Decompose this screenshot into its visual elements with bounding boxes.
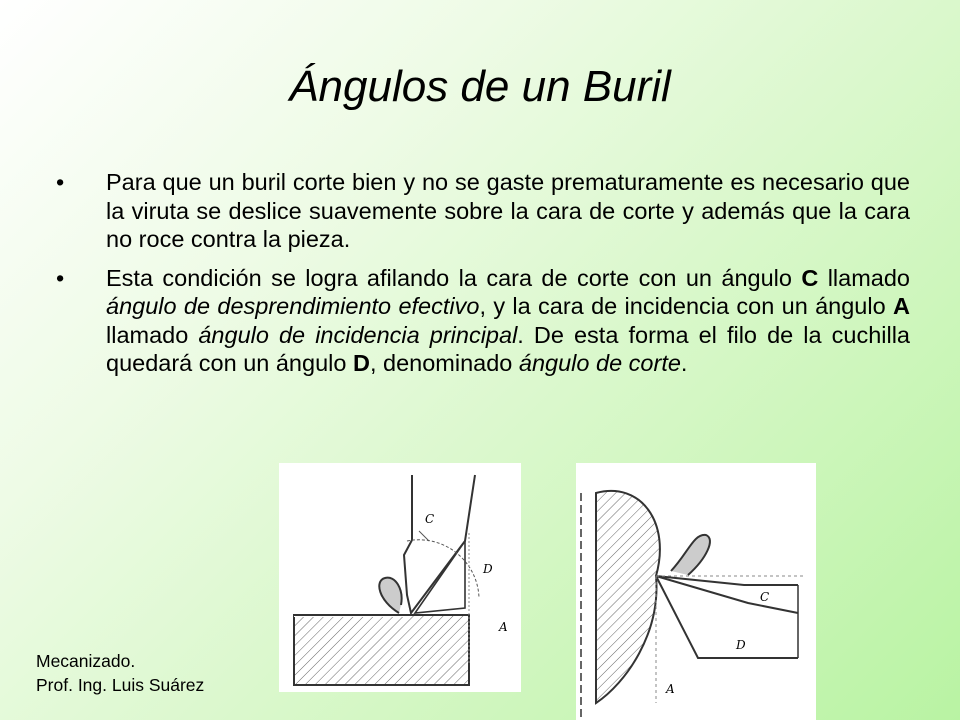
angle-letter-d: D	[352, 350, 370, 376]
angle-letter-c: C	[801, 264, 819, 291]
angle-label-d: D	[483, 562, 493, 576]
angle-label-c: C	[425, 512, 435, 526]
bullet-text-part: llamado	[818, 264, 910, 291]
slide-title: Ángulos de un Buril	[289, 62, 671, 111]
bullet-list	[56, 168, 910, 388]
bullet-text-part: .	[680, 350, 688, 376]
term-incidencia: ángulo de incidencia principal	[198, 321, 518, 348]
footer-author: Prof. Ing. Luis Suárez	[36, 675, 205, 695]
angle-label-a: A	[666, 682, 675, 696]
term-desprendimiento: ángulo de desprendimiento efectivo	[106, 293, 480, 319]
tool-diagram-left	[279, 463, 521, 692]
footer	[36, 649, 204, 697]
bullet-dot: •	[56, 264, 65, 291]
bullet-dot: •	[56, 169, 65, 195]
footer-course: Mecanizado.	[36, 651, 136, 671]
tool-diagram-right	[576, 463, 816, 720]
angle-label-d: D	[736, 638, 746, 652]
figure-tool-planing	[279, 463, 521, 692]
angle-letter-a: A	[893, 293, 910, 319]
bullet-text: Para que un buril corte bien y no se gaste prematuramente es necesario que la viruta se deslice suavemente sobre la cara de corte y además que la cara no roce contra la pieza.	[106, 169, 910, 252]
bullet-text-part: . De esta forma el filo de la cuchilla quedará con un ángulo	[106, 321, 910, 376]
angle-label-a: A	[499, 620, 508, 634]
bullet-item	[56, 264, 910, 378]
figure-tool-lathe	[576, 463, 816, 720]
bullet-text-part: , denominado	[369, 350, 519, 376]
bullet-item	[56, 168, 910, 254]
bullet-text-part: Esta condición se logra afilando la cara de corte con un ángulo	[106, 264, 802, 291]
term-corte: ángulo de corte	[518, 350, 681, 376]
bullet-text-part: llamado	[106, 321, 199, 348]
angle-label-c: C	[760, 590, 770, 604]
bullet-text-part: , y la cara de incidencia con un ángulo	[479, 293, 893, 319]
